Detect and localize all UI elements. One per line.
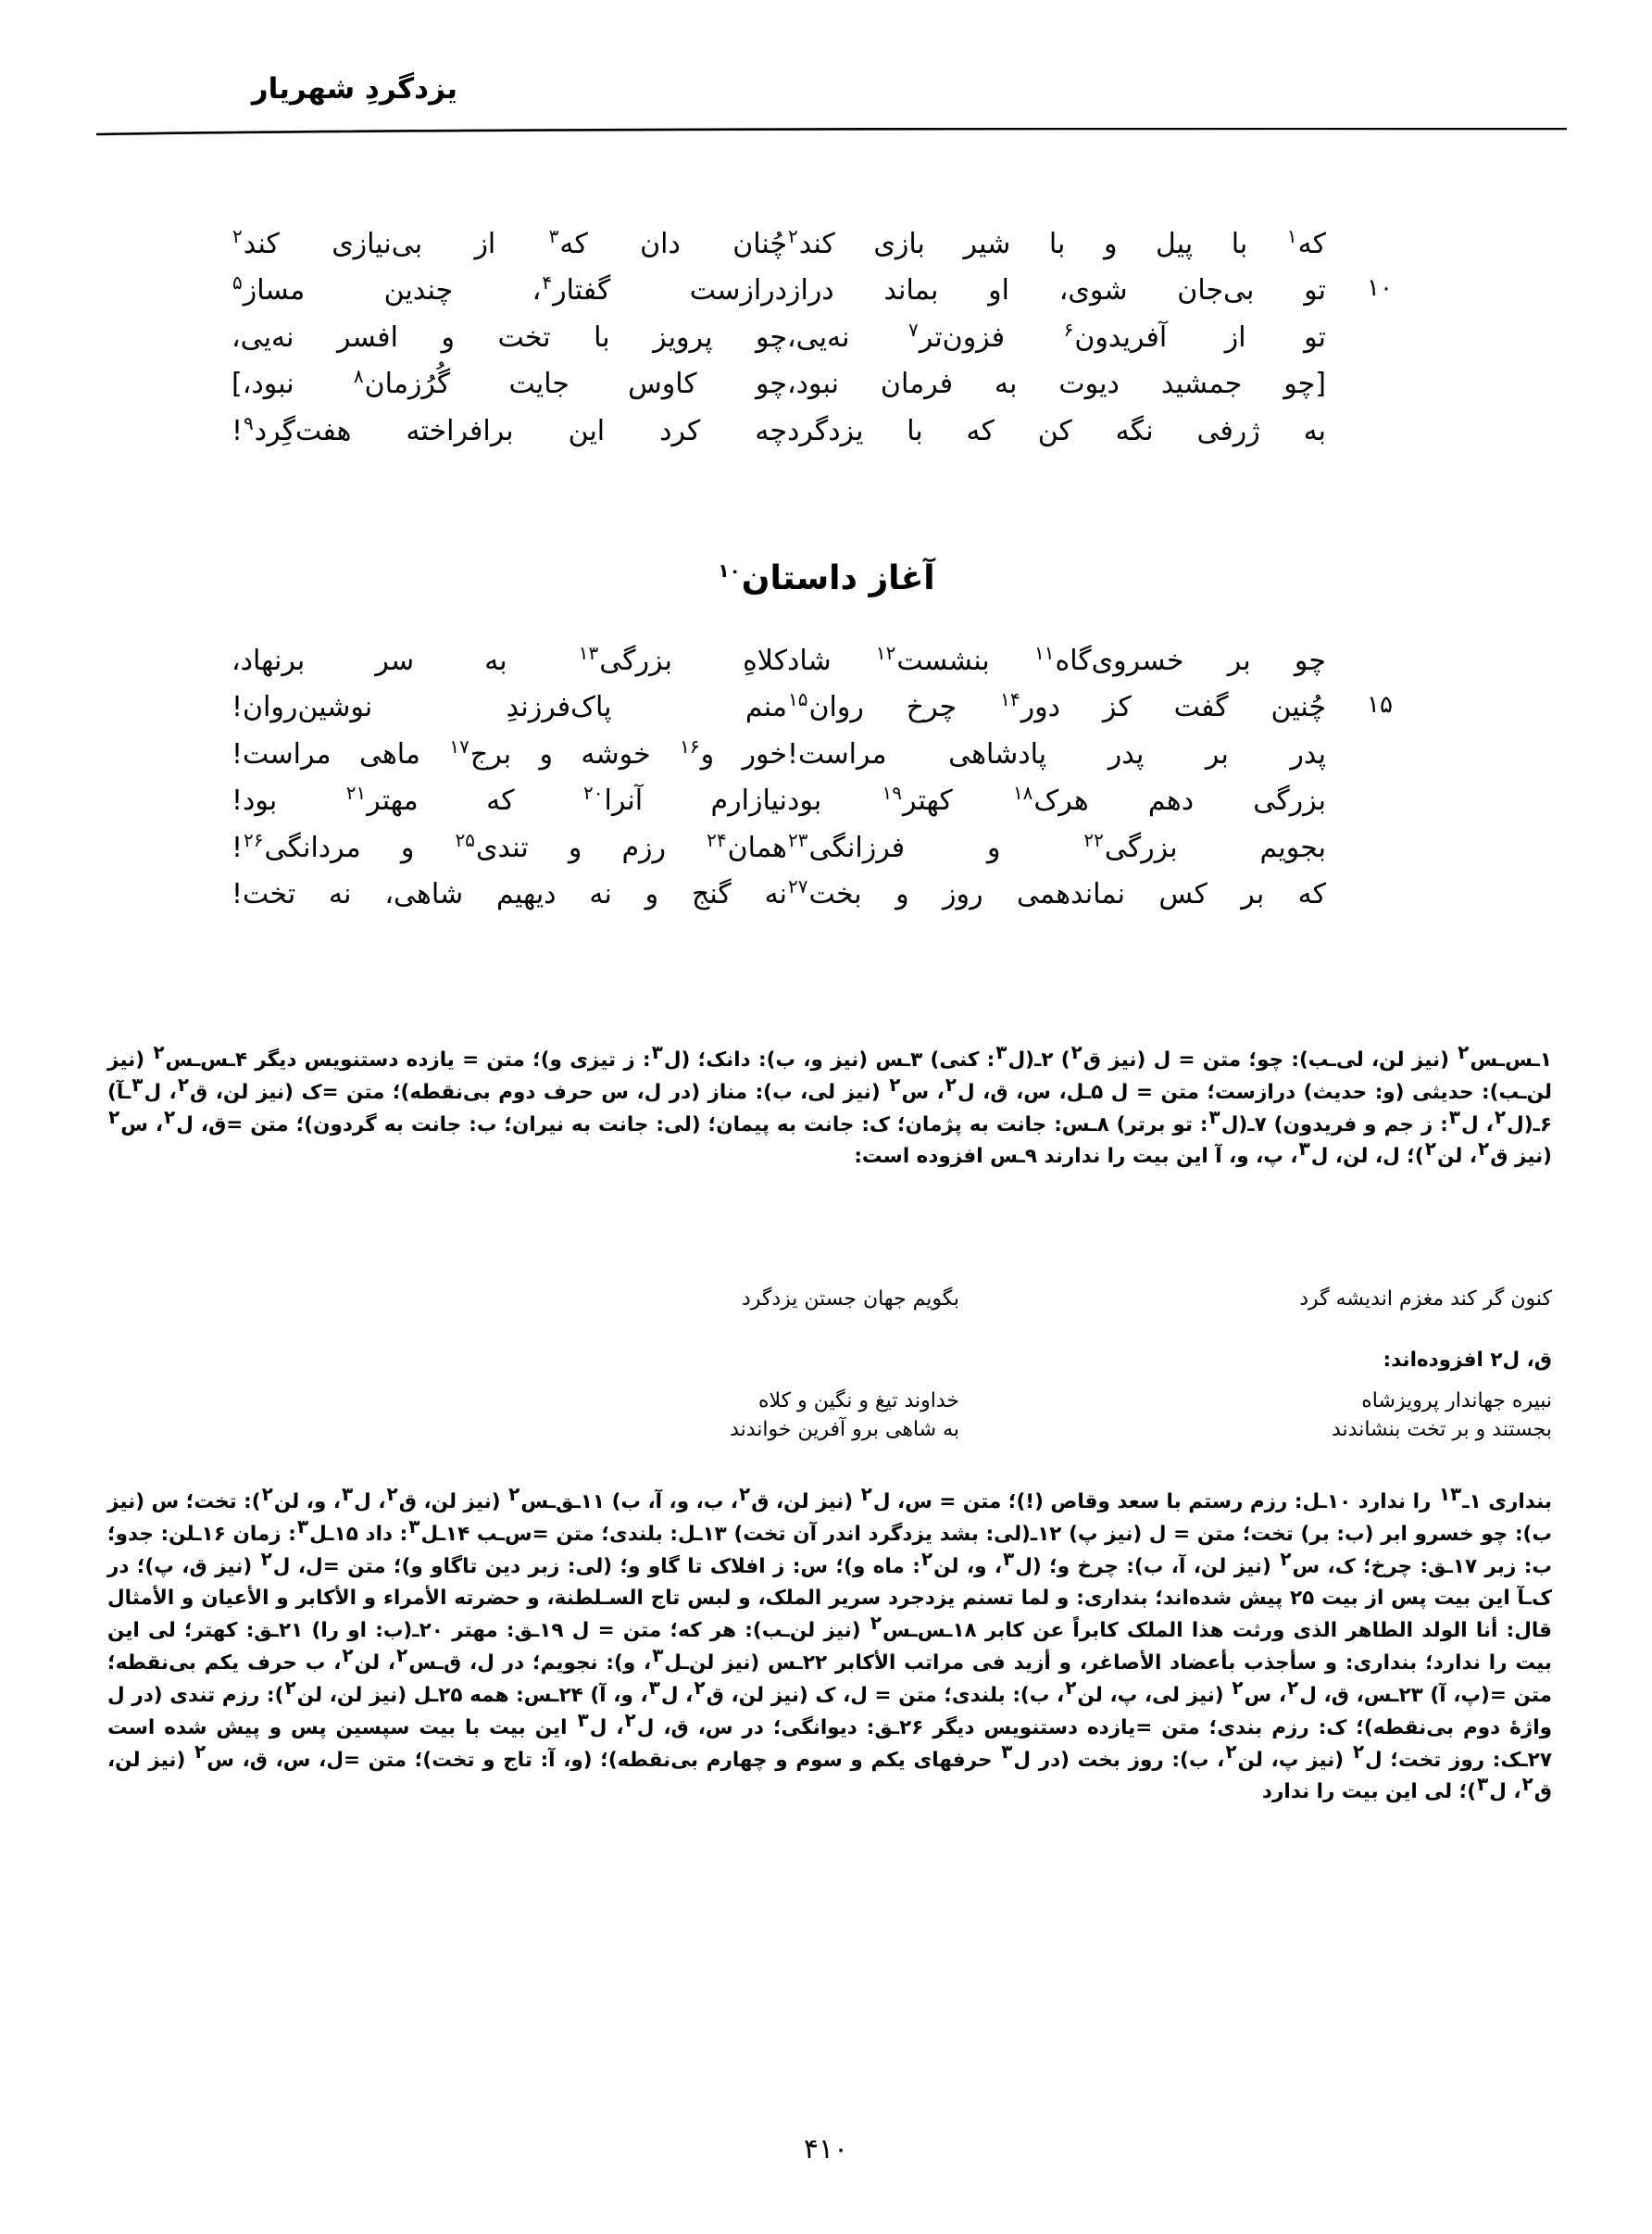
hemistich-left: خور و$^{۱۶}$ خوشه و برج$^{۱۷}$ ماهی مراست! [232,734,787,771]
verse-line [187,685,1393,729]
hemistich-left: نه گنج و نه دیهیم شاهی، نه تخت! [232,877,787,910]
section-heading-text: آغاز داستان [741,559,935,597]
verse-block-2 [187,639,1393,919]
inset-hemistich-left: خداوند تیغ و نگین و کلاه [757,1389,959,1412]
hemistich-right: پدر بر پدر پادشاهی مراست! [787,737,1326,771]
inset-row [107,1389,1552,1412]
apparatus-inset-couplet-2 [107,1389,1552,1447]
apparatus-text-1: ۱ـس‌ـس$^۲$ (نیز لن، لی‌ـب): چو؛ متن = ل (نیز ق$^۲$) ۲ـ(ل$^۳$: کنی) ۳ـس (نیز و، ب): دانک؛ (ل$^۳$: ز تیزی و)؛ متن = یازده دستنویس دیگر ۴ـس‌ـس$^۲$ (نیز لن‌ـب): حدیثی (و: حدیث) درازست؛ متن = ل ۵ـل، س، ق، ل$^۲$، س$^۲$ (نیز لی، ب): مناز (در ل، س حرف دوم بی‌نقطه)؛ متن =ک (نیز لن، ق$^۲$، ل$^۳$ـآ) ۶ـ(ل$^۲$، ل$^۳$: ز جم و فریدون) ۷ـ(ل$^۳$: تو برتر) ۸ـس: جانت به پژمان؛ ک: جانت به پیمان؛ (لی: جانت به نیران؛ ب: جانت به گردون)؛ متن =ق، ل$^۲$، س$^۲$ (نیز ق$^۲$، لن$^۲$)؛ ل، لن، ل$^۳$، پ، و، آ این بیت را ندارند ۹ـس افزوده است: [107,1040,1553,1169]
inset-row [107,1287,1552,1311]
hemistich-right: چو بر خسروی‌گاه$^{۱۱}$ بنشست$^{۱۲}$ شاد [787,642,1326,677]
hemistich-left: منم پاک‌فرزندِ نوشین‌روان! [232,691,787,724]
inset-row [107,1418,1552,1441]
inset-hemistich-right: بجستند و بر تخت بنشاندند [1332,1418,1552,1441]
hemistich-left: نیازارم آنرا$^{۲۰}$ که مهتر$^{۲۱}$ بود! [232,782,787,818]
apparatus-part-3 [107,1482,1553,1811]
apparatus-text-2: ق، ل۲ افزوده‌اند: [1383,1349,1552,1372]
hemistich-left: کلاهِ بزرگی$^{۱۳}$ به سر برنهاد، [232,642,787,677]
hemistich-right: [چو جمشید دیوت به فرمان نبود، [787,368,1326,401]
section-heading [0,559,1652,597]
verse-line [187,269,1393,312]
header-rule [96,128,1567,137]
hemistich-right: که$^۱$ با پیل و با شیر بازی کند$^۲$ [788,225,1326,260]
inset-hemistich-right: کنون گر کند مغزم اندیشه گرد [1299,1287,1552,1311]
hemistich-right: بجویم بزرگی$^{۲۲}$ و فرزانگی$^{۲۳}$ [788,828,1326,864]
apparatus-part-1 [107,1040,1553,1175]
hemistich-right: تو بی‌جان شوی، او بماند دراز [787,274,1326,307]
hemistich-right: به ژرفی نگه کن که با یزدگرد [787,414,1326,447]
apparatus-part-2 [107,1345,1552,1379]
running-head: یزدگردِ شهریار [251,72,457,106]
verse-line [187,316,1326,359]
apparatus-inset-couplet-1 [107,1287,1552,1316]
page-header [0,72,1652,156]
verse-line [187,409,1326,453]
hemistich-right: تو از آفریدون$^۶$ فزون‌تر$^۷$ نه‌یی، [787,318,1326,354]
verse-line [187,826,1326,870]
inset-hemistich-left: به شاهی برو آفرین خواندند [730,1418,959,1441]
hemistich-left: چو کاوس جایت گُرُزمان$^۸$ نبود،] [232,365,787,401]
apparatus-text-3: بنداری ۱ـ$^{۱۳}$ را ندارد ۱۰ـل: رزم رستم با سعد وقاص (!)؛ متن = س، ل$^۲$ (نیز لن، ق$^۲$، ب، و، آ، ب) ۱۱ـق‌ـس$^۲$ (نیز لن، ق$^۲$، ل$^۳$، و، لن$^۲$): تخت؛ س (نیز ب): چو خسرو ابر (ب: بر) تخت؛ متن = ل (نیز پ) ۱۲ـ(لی: بشد یزدگرد اندر آن تخت) ۱۳ـل: بلندی؛ متن =س‌ـب ۱۴ـل$^۳$: داد ۱۵ـل$^۳$: زمان ۱۶ـلن: جدو؛ ب: زبر ۱۷ـق: چرخ؛ ک، س$^۲$ (نیز لن، آ، ب): چرخ و؛ (ل$^۳$، و، لن$^۲$: ماه و)؛ س: ز افلاک تا گاو و؛ (لی: زبر دین تاگاو و)؛ متن =ل، ل$^۲$ (نیز ق، پ)؛ در ک‌ـآ این بیت پس از بیت ۲۵ پیش شده‌اند؛ بنداری: و لما تسنم یزدجرد سریر الملک، و لبس تاج السـلطنة، و حضرته الأمراء و الأکابر و الأعیان و الأمثال قال: أنا الولد الطاهر الذی ورثت هذا الملک کابراً عن کابر ۱۸ـس‌ـس$^۲$ (نیز لن‌ـب): هر که؛ متن = ل ۱۹ـق: مهتر ۲۰ـ(ب: او را) ۲۱ـق: کهتر؛ لی این بیت را ندارد؛ بنداری: و سأجذب بأعضاد الأصاغر، و أزید فی مراتب الأکابر ۲۲ـس (نیز لن‌ـل$^۳$، و): نجویم؛ در ل، ق‌ـس$^۲$، لن$^۲$، ب حرف یکم بی‌نقطه؛ متن =(پ، آ) ۲۳ـس، ق، ل$^۲$، س$^۲$ (نیز لی، پ، لن$^۲$، ب): بلندی؛ متن = ل، ک (نیز لن، ق$^۲$، ل$^۳$، و، آ) ۲۴ـس: همه ۲۵ـل (نیز لن، لن$^۲$): رزم تندی (در ل واژهٔ دوم بی‌نقطه)؛ ک: رزم بندی؛ متن =یازده دستنویس دیگر ۲۶ـق: دیوانگی؛ در س، ق، ل$^۲$، ل$^۳$ این بیت با بیت سپسین پس و پیش شده است ۲۷ـک: روز تخت؛ ل$^۲$ (نیز پ، لن$^۲$، ب): روز بخت (در ل$^۳$ حرفهای یکم و سوم و چهارم بی‌نقطه)؛ (و، آ: تاج و تخت)؛ متن =ل، س، ق، س$^۲$ (نیز لن، ق$^۲$، ل$^۳$)؛ لی این بیت را ندارد [107,1482,1553,1804]
hemistich-left: چُنان دان که$^۳$ از بی‌نیازی کند$^۲$ [232,225,787,260]
verse-line [187,362,1326,406]
verse-line [187,872,1326,916]
hemistich-left: همان$^{۲۴}$ رزم و تندی$^{۲۵}$ و مردانگی$^{۲۶}$! [232,828,787,864]
page-number: ۴۱۰ [803,2133,849,2165]
verse-line-number: ۱۰ [1367,274,1393,303]
verse-line-number: ۱۵ [1367,691,1393,720]
hemistich-right: چُنین گفت کز دور$^{۱۴}$ چرخ روان$^{۱۵}$ [788,688,1326,724]
hemistich-left: درازست گفتار$^۴$، چندین مساز$^۵$ [232,271,787,307]
verse-line [187,733,1326,776]
hemistich-left: چه کرد این برافراخته هفت‌گِرد$^۹$! [232,411,787,447]
verse-line [187,222,1326,266]
verse-line [187,639,1326,683]
section-heading-footnote-marker: ۱۰ [718,559,741,582]
hemistich-left: چو پرویز با تخت و افسر نه‌یی، [232,320,787,354]
hemistich-right: که بر کس نماندهمی روز و بخت$^{۲۷}$ [788,874,1326,910]
verse-block-1 [187,222,1393,456]
inset-hemistich-right: نبیره جهاندار پرویزشاه [1361,1389,1552,1412]
hemistich-right: بزرگی دهم هرک$^{۱۸}$ کهتر$^{۱۹}$ بود [787,782,1326,818]
inset-hemistich-left: بگویم جهان جستن یزدگرد [741,1287,959,1311]
verse-line [187,779,1326,822]
